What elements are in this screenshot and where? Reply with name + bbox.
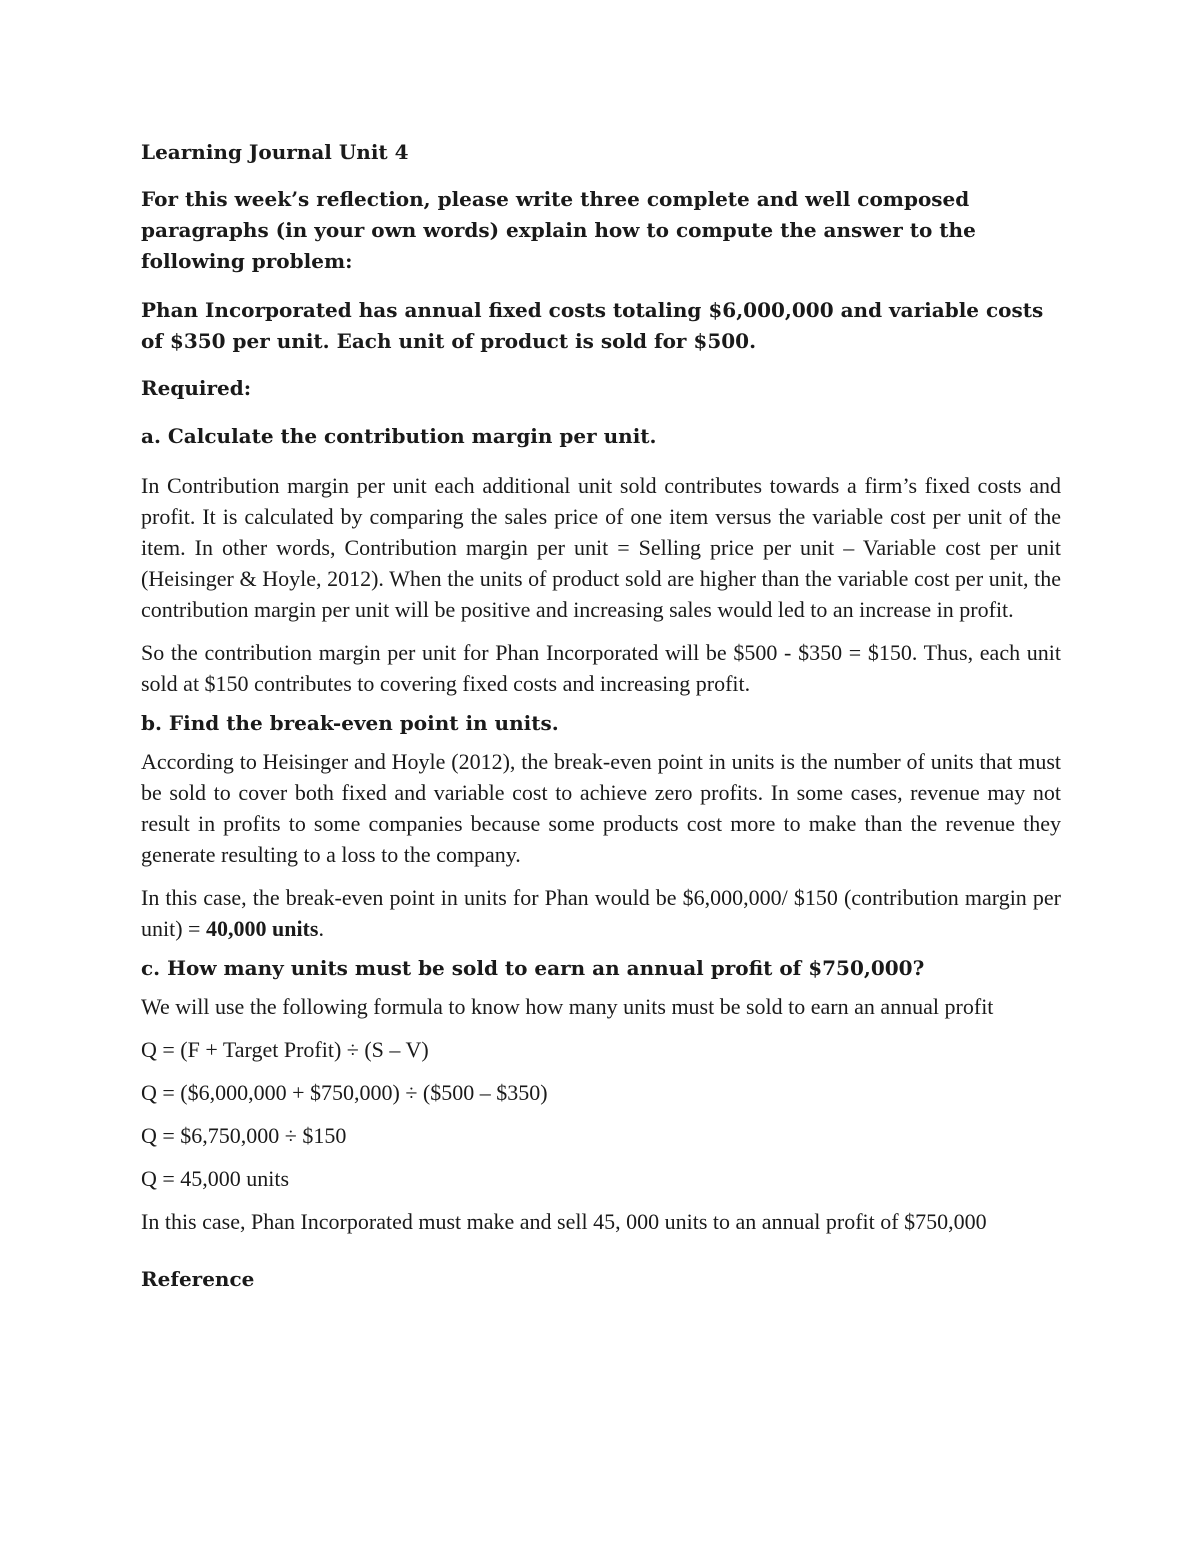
section-c-conclusion: In this case, Phan Incorporated must make and sell 45, 000 units to an annual profit of $750,000 bbox=[141, 1209, 987, 1234]
section-b-paragraph-1: According to Heisinger and Hoyle (2012), the break-even point in units is the number of units that must be sold to cover both fixed and variable cost to achieve zero profits. In some cases, revenue may not result in profits to some companies because some products cost more to make than the revenue they generate resulting to a loss to the company. bbox=[141, 749, 1061, 867]
reference-heading: Reference bbox=[141, 1267, 255, 1291]
break-even-result: 40,000 units bbox=[205, 916, 319, 941]
document-title: Learning Journal Unit 4 bbox=[141, 140, 409, 164]
assignment-prompt: For this week’s reflection, please write three complete and well composed paragraphs (in your own words) explain how to compute the answer to the following problem: bbox=[141, 187, 976, 273]
formula-line-3: Q = $6,750,000 ÷ $150 bbox=[141, 1123, 347, 1148]
section-a-heading: a. Calculate the contribution margin per unit. bbox=[141, 424, 657, 448]
section-b-paragraph-2 bbox=[141, 882, 1061, 944]
formula-line-4: Q = 45,000 units bbox=[141, 1166, 290, 1191]
section-c-intro: We will use the following formula to know how many units must be sold to earn an annual profit bbox=[141, 994, 994, 1019]
section-b-heading: b. Find the break-even point in units. bbox=[141, 711, 559, 735]
section-c-heading: c. How many units must be sold to earn an annual profit of $750,000? bbox=[141, 956, 925, 980]
section-b-paragraph-2-text: In this case, the break-even point in units for Phan would be $6,000,000/ $150 (contribution margin per unit) = bbox=[141, 885, 1061, 941]
formula-line-1: Q = (F + Target Profit) ÷ (S – V) bbox=[141, 1037, 429, 1062]
required-label: Required: bbox=[141, 376, 252, 400]
section-a-paragraph-1: In Contribution margin per unit each additional unit sold contributes towards a firm’s fixed costs and profit. It is calculated by comparing the sales price of one item versus the variable cost per unit of the item. In other words, Contribution margin per unit = Selling price per unit – Variable cost per unit (Heisinger & Hoyle, 2012). When the units of product sold are higher than the variable cost per unit, the contribution margin per unit will be positive and increasing sales would led to an increase in profit. bbox=[141, 473, 1061, 622]
formula-line-2: Q = ($6,000,000 + $750,000) ÷ ($500 – $350) bbox=[141, 1080, 548, 1105]
document-page bbox=[141, 140, 1061, 1291]
problem-statement: Phan Incorporated has annual fixed costs totaling $6,000,000 and variable costs of $350 per unit. Each unit of product is sold for $500. bbox=[141, 298, 1044, 353]
section-a-paragraph-2: So the contribution margin per unit for Phan Incorporated will be $500 - $350 = $150. Thus, each unit sold at $150 contributes to covering fixed costs and increasing profit. bbox=[141, 640, 1061, 696]
section-b-paragraph-2-end: . bbox=[318, 916, 324, 941]
